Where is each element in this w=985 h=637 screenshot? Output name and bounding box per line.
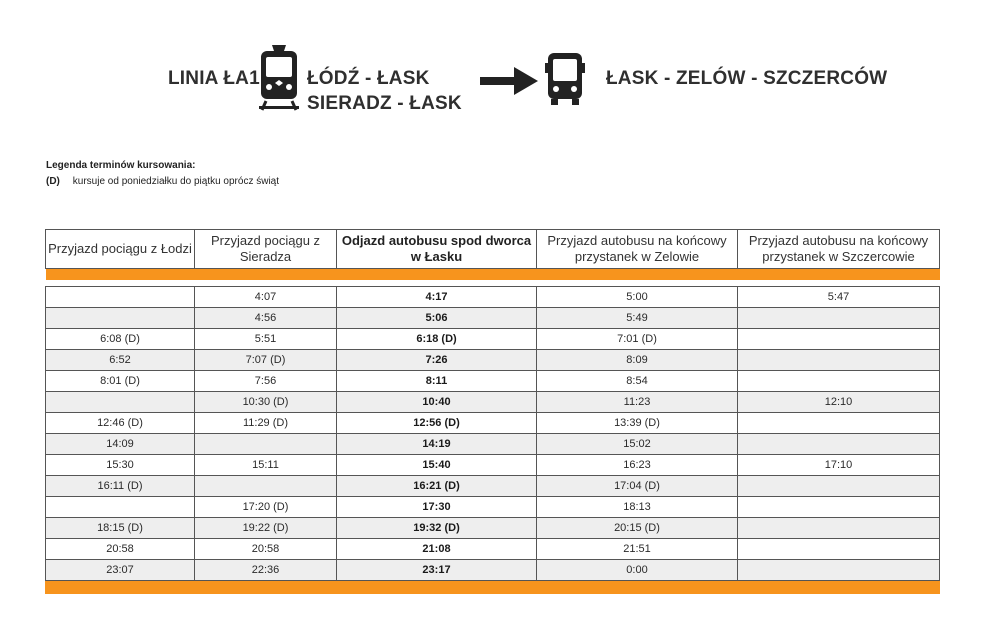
orange-divider [46, 269, 940, 280]
cell-train-sieradz: 15:11 [195, 455, 337, 476]
cell-arrival-zelow: 0:00 [537, 560, 738, 581]
cell-arrival-zelow: 8:09 [537, 350, 738, 371]
cell-train-lodz: 15:30 [46, 455, 195, 476]
table-row [46, 329, 940, 350]
route-train-1: ŁÓDŹ - ŁASK [307, 68, 430, 89]
cell-arrival-zelow: 16:23 [537, 455, 738, 476]
cell-arrival-szczercow: 12:10 [738, 392, 940, 413]
bus-icon [544, 51, 586, 107]
cell-train-lodz: 12:46 (D) [46, 413, 195, 434]
cell-train-sieradz: 19:22 (D) [195, 518, 337, 539]
table-row [46, 560, 940, 581]
cell-arrival-szczercow [738, 308, 940, 329]
cell-arrival-zelow: 5:49 [537, 308, 738, 329]
cell-bus-departure: 14:19 [337, 434, 537, 455]
cell-arrival-szczercow [738, 350, 940, 371]
cell-bus-departure: 6:18 (D) [337, 329, 537, 350]
legend-text: kursuje od poniedziałku do piątku oprócz świąt [72, 176, 280, 187]
cell-arrival-szczercow [738, 329, 940, 350]
table-row [46, 413, 940, 434]
cell-train-lodz [46, 287, 195, 308]
cell-train-lodz: 14:09 [46, 434, 195, 455]
cell-train-sieradz: 10:30 (D) [195, 392, 337, 413]
cell-bus-departure: 16:21 (D) [337, 476, 537, 497]
cell-arrival-zelow: 7:01 (D) [537, 329, 738, 350]
cell-arrival-szczercow [738, 497, 940, 518]
cell-arrival-szczercow [738, 476, 940, 497]
cell-bus-departure: 12:56 (D) [337, 413, 537, 434]
cell-bus-departure: 4:17 [337, 287, 537, 308]
cell-train-lodz: 8:01 (D) [46, 371, 195, 392]
cell-bus-departure: 23:17 [337, 560, 537, 581]
table-row [46, 350, 940, 371]
table-row [46, 434, 940, 455]
cell-arrival-zelow: 21:51 [537, 539, 738, 560]
line-label: LINIA ŁA1 [168, 68, 260, 89]
table-row [46, 287, 940, 308]
cell-arrival-zelow: 18:13 [537, 497, 738, 518]
cell-train-sieradz: 7:07 (D) [195, 350, 337, 371]
cell-train-sieradz [195, 434, 337, 455]
cell-arrival-szczercow [738, 518, 940, 539]
cell-bus-departure: 8:11 [337, 371, 537, 392]
legend-title: Legenda terminów kursowania: [46, 160, 196, 171]
legend-item [46, 176, 279, 187]
table-row [46, 476, 940, 497]
table-body [46, 269, 940, 594]
header-train-lodz: Przyjazd pociągu z Łodzi [46, 230, 195, 269]
cell-train-sieradz [195, 476, 337, 497]
cell-train-sieradz: 4:07 [195, 287, 337, 308]
train-icon [258, 43, 300, 111]
cell-arrival-szczercow [738, 413, 940, 434]
cell-train-lodz: 18:15 (D) [46, 518, 195, 539]
table-row [46, 308, 940, 329]
cell-arrival-szczercow: 5:47 [738, 287, 940, 308]
cell-arrival-zelow: 13:39 (D) [537, 413, 738, 434]
cell-train-sieradz: 11:29 (D) [195, 413, 337, 434]
cell-arrival-zelow: 8:54 [537, 371, 738, 392]
cell-arrival-zelow: 15:02 [537, 434, 738, 455]
cell-bus-departure: 15:40 [337, 455, 537, 476]
cell-arrival-szczercow [738, 371, 940, 392]
cell-train-sieradz: 17:20 (D) [195, 497, 337, 518]
header [0, 0, 985, 150]
cell-arrival-szczercow [738, 539, 940, 560]
cell-train-lodz: 20:58 [46, 539, 195, 560]
cell-arrival-szczercow: 17:10 [738, 455, 940, 476]
cell-train-lodz: 23:07 [46, 560, 195, 581]
orange-footer-bar [46, 581, 940, 594]
cell-train-sieradz: 5:51 [195, 329, 337, 350]
cell-train-lodz: 6:52 [46, 350, 195, 371]
cell-arrival-szczercow [738, 560, 940, 581]
header-arrival-szczercow: Przyjazd autobusu na końcowy przystanek w Szczercowie [738, 230, 940, 269]
cell-train-lodz [46, 497, 195, 518]
cell-train-lodz [46, 308, 195, 329]
cell-arrival-zelow: 17:04 (D) [537, 476, 738, 497]
cell-bus-departure: 17:30 [337, 497, 537, 518]
table-header-row [46, 230, 940, 269]
cell-train-lodz: 16:11 (D) [46, 476, 195, 497]
cell-train-sieradz: 20:58 [195, 539, 337, 560]
spacer-row [46, 280, 940, 287]
cell-train-lodz: 6:08 (D) [46, 329, 195, 350]
header-arrival-zelow: Przyjazd autobusu na końcowy przystanek w Zelowie [537, 230, 738, 269]
table-row [46, 497, 940, 518]
table-row [46, 371, 940, 392]
arrow-right-icon [480, 67, 538, 95]
cell-bus-departure: 5:06 [337, 308, 537, 329]
cell-train-sieradz: 4:56 [195, 308, 337, 329]
timetable [45, 229, 940, 594]
route-bus: ŁASK - ZELÓW - SZCZERCÓW [606, 68, 888, 89]
cell-arrival-szczercow [738, 434, 940, 455]
route-train-2: SIERADZ - ŁASK [307, 93, 462, 114]
cell-bus-departure: 10:40 [337, 392, 537, 413]
cell-bus-departure: 19:32 (D) [337, 518, 537, 539]
table-row [46, 518, 940, 539]
table-row [46, 392, 940, 413]
legend-code: (D) [46, 176, 60, 187]
header-bus-departure: Odjazd autobusu spod dworca w Łasku [337, 230, 537, 269]
legend [46, 160, 279, 187]
table-row [46, 539, 940, 560]
table-row [46, 455, 940, 476]
cell-arrival-zelow: 20:15 (D) [537, 518, 738, 539]
cell-bus-departure: 7:26 [337, 350, 537, 371]
cell-train-sieradz: 22:36 [195, 560, 337, 581]
cell-train-lodz [46, 392, 195, 413]
cell-bus-departure: 21:08 [337, 539, 537, 560]
orange-footer-cell [46, 581, 940, 594]
header-train-sieradz: Przyjazd pociągu z Sieradza [195, 230, 337, 269]
cell-arrival-zelow: 11:23 [537, 392, 738, 413]
cell-arrival-zelow: 5:00 [537, 287, 738, 308]
cell-train-sieradz: 7:56 [195, 371, 337, 392]
